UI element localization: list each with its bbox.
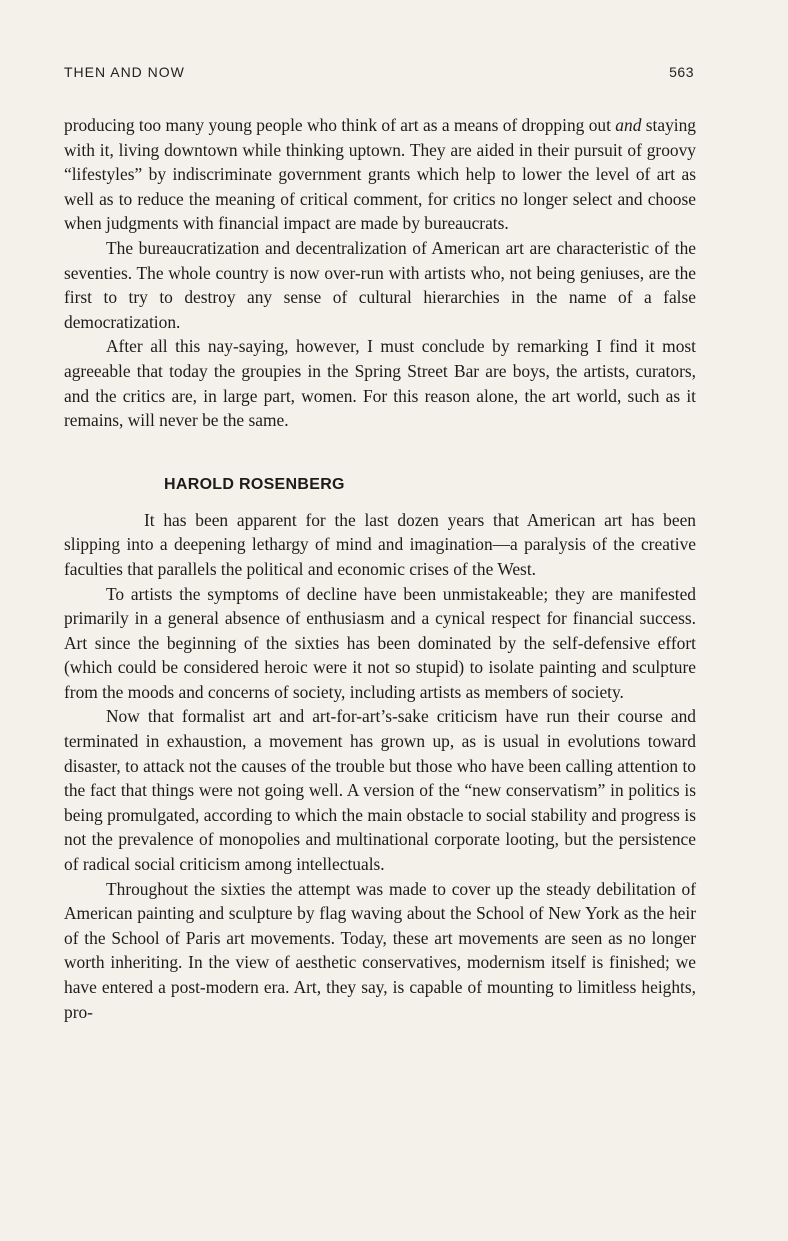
page-number: 563: [669, 64, 694, 80]
paragraph-text: producing too many young people who think of art as a means of dropping out: [64, 115, 616, 135]
paragraph-text: staying with it, living downtown while thinking uptown. They are aided in their pursuit of groovy “lifestyles” by indiscriminate government grants which help to lower the level of art as well as to reduce the meaning of critical comment, for critics no longer select and choose when judgments with financial impact are made by bureaucrats.: [64, 115, 696, 234]
emphasis-text: and: [615, 115, 642, 135]
body-text: [64, 113, 696, 1024]
paragraph-continued: [64, 113, 696, 236]
running-head-title: THEN AND NOW: [64, 64, 185, 80]
paragraph: To artists the symptoms of decline have been unmistakeable; they are manifested primarily in a general absence of enthusiasm and a cynical respect for financial success. Art since the beginning of the sixties has been dominated by the self-defensive effort (which could be considered heroic were it not so stupid) to isolate painting and sculpture from the moods and concerns of society, including artists as members of society.: [64, 583, 696, 702]
paragraph: Throughout the sixties the attempt was made to cover up the steady debilitation of American painting and sculpture by flag waving about the School of New York as the heir of the School of Paris art movements. Today, these art movements are seen as no longer worth inheriting. In the view of aesthetic conservatives, modernism itself is finished; we have entered a post-modern era. Art, they say, is capable of mounting to limitless heights, pro-: [64, 878, 696, 1022]
paragraph: The bureaucratization and decentralization of American art are characteristic of the seventies. The whole country is now over-run with artists who, not being geniuses, are the first to try to destroy any sense of cultural hierarchies in the name of a false democratization.: [64, 237, 696, 332]
paragraph: After all this nay-saying, however, I must conclude by remarking I find it most agreeable that today the groupies in the Spring Street Bar are boys, the artists, curators, and the critics are, in large part, women. For this reason alone, the art world, such as it remains, will never be the same.: [64, 336, 696, 431]
paragraph: Now that formalist art and art-for-art’s-sake criticism have run their course and terminated in exhaustion, a movement has grown up, as is usual in evolutions toward disaster, to attack not the causes of the trouble but those who have been calling attention to the fact that things were not going well. A version of the “new conservatism” in politics is being promulgated, according to which the main obstacle to social stability and progress is not the prevalence of monopolies and multinational corporate looting, but the persistence of radical social criticism among intellectuals.: [64, 706, 696, 875]
author-heading: HAROLD ROSENBERG: [164, 475, 345, 493]
paragraph: It has been apparent for the last dozen years that American art has been slipping into a deepening lethargy of mind and imagination—a paralysis of the creative faculties that parallels the political and economic crises of the West.: [64, 509, 696, 579]
